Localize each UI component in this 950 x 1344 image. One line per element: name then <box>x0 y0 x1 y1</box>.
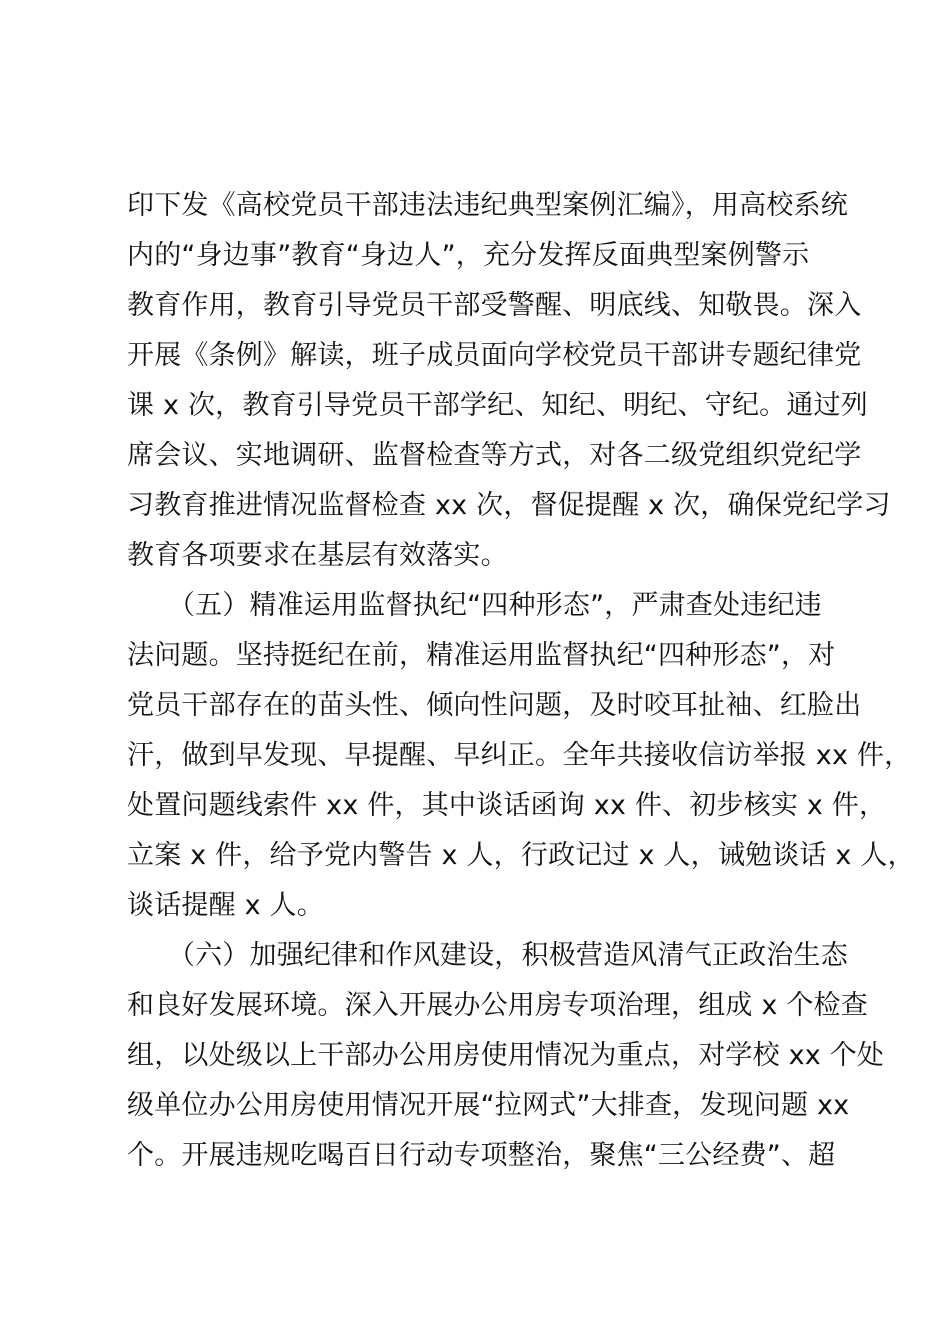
text-line: 汗，做到早发现、早提醒、早纠正。全年共接收信访举报 xx 件， <box>127 740 912 771</box>
text-line: 谈话提醒 x 人。 <box>127 890 324 921</box>
text-line: 习教育推进情况监督检查 xx 次，督促提醒 x 次，确保党纪学习 <box>127 490 891 521</box>
text-line: 开展《条例》解读，班子成员面向学校党员干部讲专题纪律党 <box>127 340 862 371</box>
text-line: 教育各项要求在基层有效落实。 <box>127 540 508 571</box>
text-line: 印下发《高校党员干部违法违纪典型案例汇编》，用高校系统 <box>127 190 848 221</box>
text-line: 党员干部存在的苗头性、倾向性问题，及时咬耳扯袖、红脸出 <box>127 690 862 721</box>
body-text <box>127 181 915 1181</box>
text-line: 法问题。坚持挺纪在前，精准运用监督执纪“四种形态”，对 <box>127 640 836 671</box>
text-line: 课 x 次，教育引导党员干部学纪、知纪、明纪、守纪。通过列 <box>127 390 868 421</box>
section-heading-6: （六）加强纪律和作风建设，积极营造风清气正政治生态 <box>127 940 848 971</box>
text-line: 组，以处级以上干部办公用房使用情况为重点，对学校 xx 个处 <box>127 1040 885 1071</box>
text-line: 级单位办公用房使用情况开展“拉网式”大排查，发现问题 xx <box>127 1090 850 1121</box>
text-line: 和良好发展环境。深入开展办公用房专项治理，组成 x 个检查 <box>127 990 868 1021</box>
text-line: 教育作用，教育引导党员干部受警醒、明底线、知敬畏。深入 <box>127 290 862 321</box>
text-line: 内的“身边事”教育“身边人”，充分发挥反面典型案例警示 <box>127 240 810 271</box>
text-line: 立案 x 件，给予党内警告 x 人，行政记过 x 人，诫勉谈话 x 人， <box>127 840 915 871</box>
section-heading-5: （五）精准运用监督执纪“四种形态”，严肃查处违纪违 <box>127 590 822 621</box>
text-line: 处置问题线索件 xx 件，其中谈话函询 xx 件、初步核实 x 件， <box>127 790 887 821</box>
text-line: 个。开展违规吃喝百日行动专项整治，聚焦“三公经费”、超 <box>127 1140 836 1171</box>
text-line: 席会议、实地调研、监督检查等方式，对各二级党组织党纪学 <box>127 440 862 471</box>
